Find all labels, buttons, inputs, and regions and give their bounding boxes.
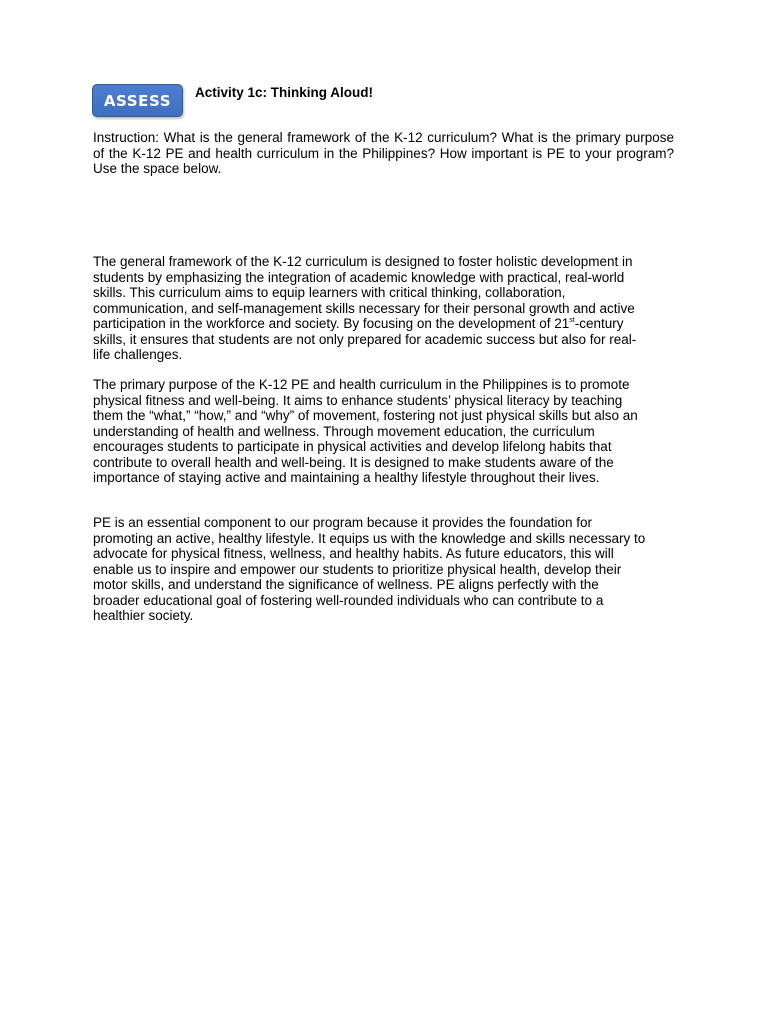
answer-line-tail: -century (574, 316, 624, 331)
answer-line: promoting an active, healthy lifestyle. It equips us with the knowledge and skills necessary to (93, 530, 646, 546)
answer-line: skills, it ensures that students are not only prepared for academic success but also for real- (93, 331, 637, 347)
answer-line: healthier society. (93, 608, 194, 623)
answer-line: motor skills, and understand the significance of wellness. PE aligns perfectly with the (93, 577, 599, 592)
answer-line: life challenges. (93, 347, 183, 362)
answer-line: The general framework of the K-12 curriculum is designed to foster holistic development in (93, 254, 633, 269)
answer-line (93, 316, 678, 332)
answer-line: encourages students to participate in physical activities and develop lifelong habits that (93, 439, 612, 454)
assess-badge: ASSESS (92, 84, 183, 117)
activity-title: Activity 1c: Thinking Aloud! (195, 85, 374, 100)
answer-paragraph-importance (93, 515, 678, 624)
answer-line: PE is an essential component to our program because it provides the foundation for (93, 515, 593, 530)
instruction-text: Instruction: What is the general framework of the K-12 curriculum? What is the primary purpose of the K-12 PE and health curriculum in the Philippines? How important is PE to your program? Use the space below. (93, 130, 674, 176)
answer-line-text: participation in the workforce and society. By focusing on the development of 21 (93, 316, 570, 331)
answer-line: advocate for physical fitness, wellness, and healthy habits. As future educators, this will (93, 546, 614, 561)
answer-line: communication, and self-management skills necessary for their personal growth and active (93, 300, 635, 316)
answer-line: The primary purpose of the K-12 PE and health curriculum in the Philippines is to promote (93, 377, 630, 392)
ordinal-superscript: st (569, 317, 575, 324)
answer-line: students by emphasizing the integration of academic knowledge with practical, real-world (93, 269, 625, 285)
answer-line: understanding of health and wellness. Through movement education, the curriculum (93, 423, 595, 439)
answer-line: skills. This curriculum aims to equip learners with critical thinking, collaboration, (93, 285, 566, 300)
answer-line: physical fitness and well-being. It aims to enhance students’ physical literacy by teaching (93, 392, 623, 408)
answer-line: them the “what,” “how,” and “why” of movement, fostering not just physical skills but also an (93, 408, 638, 423)
answer-line: broader educational goal of fostering well-rounded individuals who can contribute to a (93, 592, 604, 608)
answer-line: enable us to inspire and empower our students to prioritize physical health, develop their (93, 561, 622, 577)
answer-line: contribute to overall health and well-being. It is designed to make students aware of the (93, 454, 614, 470)
answer-paragraph-purpose (93, 377, 678, 486)
answer-line: importance of staying active and maintaining a healthy lifestyle throughout their lives. (93, 470, 600, 485)
answer-paragraph-framework (93, 254, 678, 363)
